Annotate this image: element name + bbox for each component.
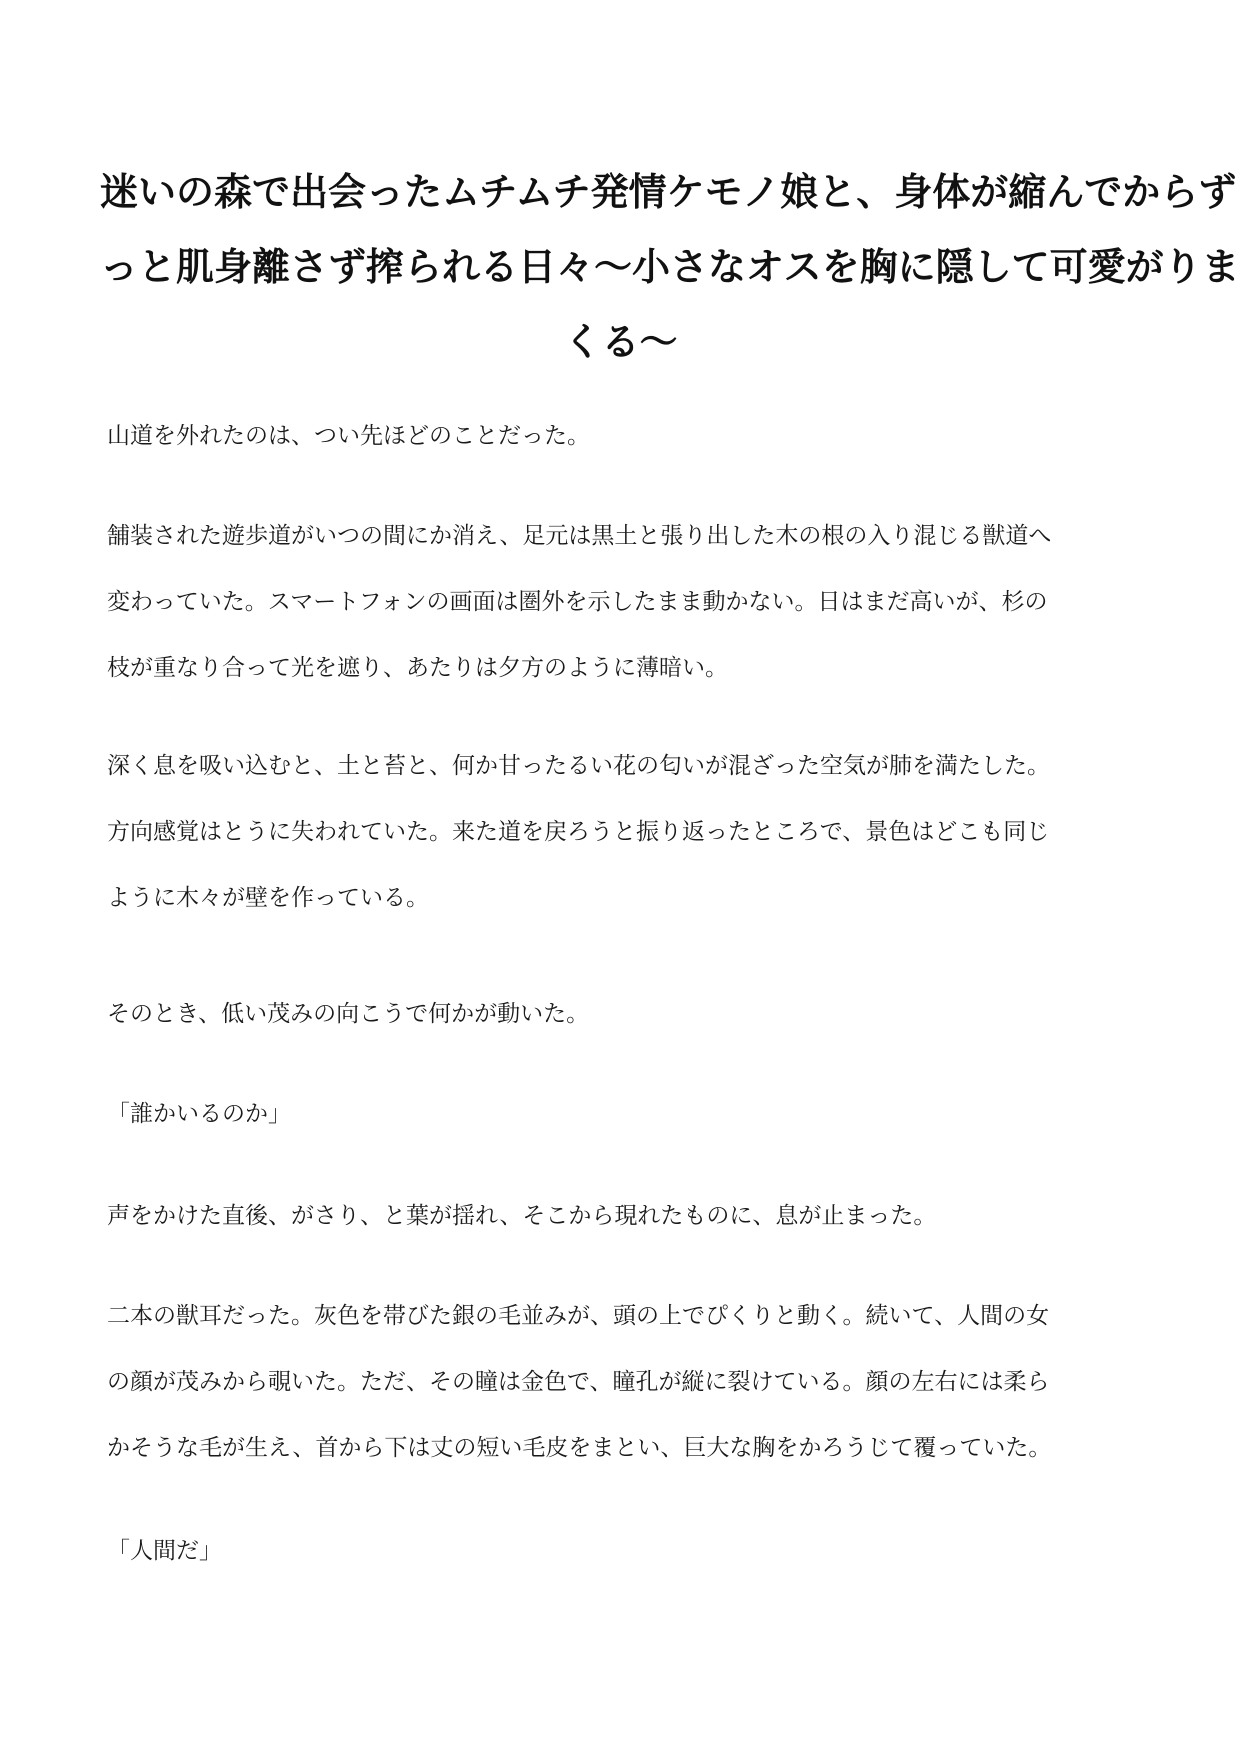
text-line: 深く息を吸い込むと、土と苔と、何か甘ったるい花の匂いが混ざった空気が肺を満たした。 — [107, 753, 1050, 779]
text-line: 舗装された遊歩道がいつの間にか消え、足元は黒土と張り出した木の根の入り混じる獣道へ — [107, 523, 1052, 549]
paragraph — [107, 733, 1147, 931]
document-title — [100, 155, 1240, 380]
text-line: 方向感覚はとうに失われていた。来た道を戻ろうと振り返ったところで、景色はどこも同じ — [107, 819, 1050, 845]
text-line: かそうな毛が生え、首から下は丈の短い毛皮をまとい、巨大な胸をかろうじて覆っていた。 — [107, 1435, 1052, 1461]
paragraph — [107, 403, 1147, 469]
text-line: ように木々が壁を作っている。 — [107, 885, 429, 911]
title-line: っと肌身離さず搾られる日々〜小さなオスを胸に隠して可愛がりま — [100, 245, 1240, 289]
text-line: 山道を外れたのは、つい先ほどのことだった。 — [107, 423, 590, 449]
paragraph — [107, 1183, 1147, 1249]
text-line: 二本の獣耳だった。灰色を帯びた銀の毛並みが、頭の上でぴくりと動く。続いて、人間の女 — [107, 1303, 1050, 1329]
title-line: 迷いの森で出会ったムチムチ発情ケモノ娘と、身体が縮んでからず — [100, 170, 1237, 214]
title-line: くる〜 — [563, 320, 678, 364]
text-line: 枝が重なり合って光を遮り、あたりは夕方のように薄暗い。 — [107, 655, 728, 681]
text-line: 「人間だ」 — [107, 1538, 222, 1564]
text-line: 声をかけた直後、がさり、と葉が揺れ、そこから現れたものに、息が止まった。 — [107, 1203, 937, 1229]
dialogue-line — [107, 1518, 1147, 1584]
text-line: 変わっていた。スマートフォンの画面は圏外を示したまま動かない。日はまだ高いが、杉の — [107, 589, 1048, 615]
paragraph — [107, 503, 1147, 701]
text-line: 「誰かいるのか」 — [107, 1101, 291, 1127]
paragraph — [107, 981, 1147, 1047]
text-line: の顔が茂みから覗いた。ただ、その瞳は金色で、瞳孔が縦に裂けている。顔の左右には柔ら — [107, 1369, 1050, 1395]
text-line: そのとき、低い茂みの向こうで何かが動いた。 — [107, 1001, 590, 1027]
dialogue-line — [107, 1081, 1147, 1147]
paragraph — [107, 1283, 1147, 1481]
